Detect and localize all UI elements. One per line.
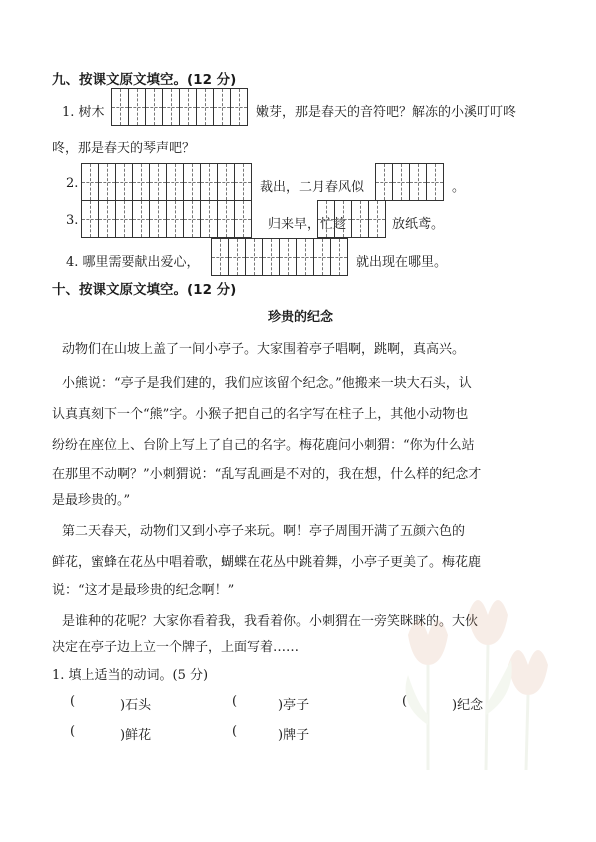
q2-answer-boxes-1[interactable]: [82, 163, 252, 201]
fill-open-paren: (: [232, 724, 238, 739]
q2-answer-boxes-2[interactable]: [376, 163, 444, 201]
question-1-label: 1. 填上适当的动词。(5 分): [52, 668, 209, 683]
q4-suffix: 就出现在哪里。: [356, 255, 448, 270]
section-10-heading: 十、按课文原文填空。(12 分): [52, 282, 237, 298]
fill-memorial[interactable]: )纪念: [452, 698, 484, 713]
tulip-watermark-icon: [368, 575, 568, 775]
passage-line: 小熊说：“亭子是我们建的，我们应该留个纪念。”他搬来一块大石头，认: [62, 376, 472, 391]
fill-open-paren: (: [402, 694, 408, 709]
passage-line: 是谁种的花呢？大家你看着我，我看着你。小刺猬在一旁笑眯眯的。大伙: [62, 614, 479, 629]
passage-line: 鲜花，蜜蜂在花丛中唱着歌，蝴蝶在花丛中跳着舞，小亭子更美了。梅花鹿: [52, 555, 482, 570]
passage-line: 第二天春天，动物们又到小亭子来玩。啊！亭子周围开满了五颜六色的: [62, 524, 466, 539]
q2-prefix: 2.: [66, 176, 79, 191]
passage-line: 说：“这才是最珍贵的纪念啊！”: [52, 583, 235, 598]
fill-pavilion[interactable]: )亭子: [278, 698, 310, 713]
fill-open-paren: (: [232, 694, 238, 709]
q1-continuation: 咚，那是春天的琴声吧？: [52, 141, 196, 156]
passage-line: 在那里不动啊？”小刺猬说：“乱写乱画是不对的，我在想，什么样的纪念才: [52, 467, 482, 482]
q3-answer-boxes-1[interactable]: [82, 200, 252, 238]
q1-prefix: 1. 树木: [62, 105, 105, 120]
q4-prefix: 4. 哪里需要献出爱心，: [66, 255, 200, 270]
q3-suffix: 放纸鸢。: [392, 217, 445, 232]
fill-stone[interactable]: )石头: [120, 698, 152, 713]
fill-open-paren: (: [70, 724, 76, 739]
q3-middle: 归来早，忙趁: [268, 217, 347, 232]
passage-title: 珍贵的纪念: [268, 310, 334, 325]
q3-prefix: 3.: [66, 213, 79, 228]
q2-middle: 裁出，二月春风似: [260, 180, 365, 195]
q3-answer-boxes-2[interactable]: [318, 200, 386, 238]
passage-line: 认真真刻下一个“熊”字。小猴子把自己的名字写在柱子上，其他小动物也: [52, 407, 469, 422]
section-9-heading: 九、按课文原文填空。(12 分): [52, 72, 237, 88]
q1-answer-boxes[interactable]: [112, 88, 248, 126]
passage-line: 动物们在山坡上盖了一间小亭子。大家围着亭子唱啊，跳啊，真高兴。: [62, 342, 466, 357]
q1-suffix: 嫩芽，那是春天的音符吧？解冻的小溪叮叮咚: [256, 105, 517, 120]
passage-line: 是最珍贵的。”: [52, 493, 131, 508]
passage-line: 纷纷在座位上、台阶上写上了自己的名字。梅花鹿问小刺猬：“你为什么站: [52, 438, 475, 453]
passage-line: 决定在亭子边上立一个牌子，上面写着……: [52, 640, 300, 655]
fill-flowers[interactable]: )鲜花: [120, 728, 152, 743]
q2-suffix: 。: [452, 180, 466, 195]
fill-sign[interactable]: )牌子: [278, 728, 310, 743]
fill-open-paren: (: [70, 694, 76, 709]
q4-answer-boxes[interactable]: [212, 238, 348, 276]
